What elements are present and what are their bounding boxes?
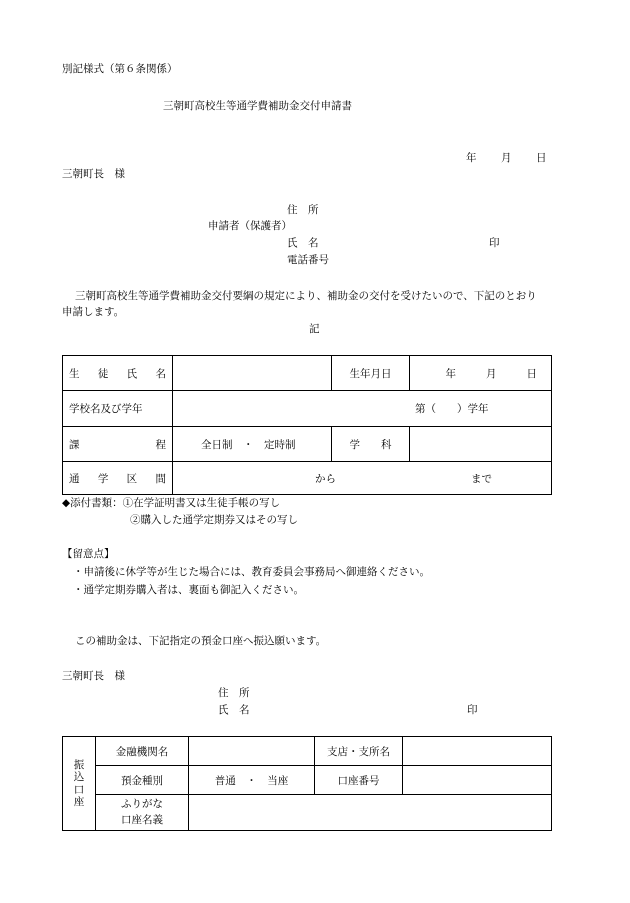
date-year-label: 年 [466, 152, 477, 164]
account-holder-field[interactable] [189, 795, 552, 831]
table-row [63, 356, 552, 391]
holder-label: 口座名義 [121, 813, 163, 826]
date-month-label: 月 [501, 152, 512, 164]
route-field[interactable] [173, 462, 552, 495]
body-paragraph-line1: 三朝町高校生等通学費補助金交付要綱の規定により、補助金の交付を受けたいので、下記のとおり [75, 290, 537, 302]
birth-day-label: 日 [526, 367, 537, 380]
applicant-address-label: 住 所 [287, 204, 319, 216]
attachments-line2: ②購入した通学定期券又はその写し [130, 514, 298, 526]
application-table [62, 355, 552, 495]
side-label-char: 座 [73, 795, 85, 808]
birth-month-label: 月 [486, 367, 497, 380]
route-from-label: から [315, 473, 336, 485]
side-label-char: 込 [73, 771, 85, 784]
school-label: 学校名及び学年 [63, 391, 173, 427]
account-type-options[interactable]: 普通 ・ 当座 [189, 766, 315, 795]
furigana-label: ふりがな [121, 798, 163, 811]
student-name-label [63, 356, 173, 391]
subject-label: 学 科 [332, 427, 410, 462]
form-label: 別記様式（第６条関係） [62, 63, 178, 75]
course-options: 全日制 ・ 定時制 [201, 438, 296, 451]
bank-name-field[interactable] [189, 737, 315, 766]
course-field[interactable] [173, 427, 332, 462]
route-label-char: 区 [126, 472, 138, 485]
transfer-addressee: 三朝町長 様 [62, 670, 125, 682]
applicant-phone-label: 電話番号 [287, 254, 329, 266]
attachments-line1: ◆添付書類：①在学証明書又は生徒手帳の写し [62, 497, 281, 509]
route-label [63, 462, 173, 495]
branch-label: 支店・支所名 [315, 737, 403, 766]
table-row [63, 766, 552, 795]
notes-item: ・通学定期券購入者は、裏面も御記入ください。 [73, 584, 304, 596]
school-field[interactable] [173, 391, 552, 427]
route-label-char: 学 [97, 472, 109, 485]
table-row [63, 427, 552, 462]
course-label-left: 課 [69, 438, 80, 451]
student-name-char: 名 [155, 367, 166, 380]
ki-mark: 記 [309, 323, 320, 335]
account-type-label: 預金種別 [96, 766, 189, 795]
grade-value: 第（ ）学年 [415, 403, 489, 415]
birthdate-label: 生年月日 [332, 356, 410, 391]
route-label-char: 通 [69, 472, 80, 485]
birthdate-field[interactable] [410, 356, 552, 391]
account-number-label: 口座番号 [315, 766, 403, 795]
transfer-account-side-label [63, 737, 96, 831]
course-label-right: 程 [155, 438, 166, 451]
table-row [63, 462, 552, 495]
notes-heading: 【留意点】 [62, 548, 115, 560]
table-row [63, 391, 552, 427]
student-name-char: 氏 [126, 367, 138, 380]
route-to-label: まで [471, 473, 492, 485]
applicant-seal-mark: 印 [489, 237, 500, 249]
table-row [63, 795, 552, 831]
student-name-char: 徒 [97, 367, 109, 380]
notes-item: ・申請後に休学等が生じた場合には、教育委員会事務局へ御連絡ください。 [73, 566, 430, 578]
account-number-field[interactable] [403, 766, 552, 795]
addressee: 三朝町長 様 [62, 168, 125, 180]
page-title: 三朝町高校生等通学費補助金交付申請書 [163, 100, 352, 112]
bank-name-label: 金融機関名 [96, 737, 189, 766]
bank-account-table [62, 736, 552, 831]
account-holder-label [96, 795, 189, 831]
date-day-label: 日 [536, 152, 547, 164]
student-name-char: 生 [69, 367, 80, 380]
course-label [63, 427, 173, 462]
branch-field[interactable] [403, 737, 552, 766]
side-label-char: 振 [73, 759, 85, 772]
transfer-address-label: 住 所 [218, 687, 250, 699]
side-label-char: 口 [73, 783, 85, 796]
birth-year-label: 年 [445, 367, 456, 380]
transfer-statement: この補助金は、下記指定の預金口座へ振込願います。 [75, 635, 327, 647]
applicant-name-label: 氏 名 [287, 237, 319, 249]
table-row [63, 737, 552, 766]
applicant-role-label: 申請者（保護者） [208, 220, 292, 232]
transfer-seal-mark: 印 [467, 704, 478, 716]
body-paragraph-line2: 申請します。 [62, 306, 125, 318]
student-name-field[interactable] [173, 356, 332, 391]
route-label-char: 間 [155, 472, 166, 485]
subject-field[interactable] [410, 427, 552, 462]
transfer-name-label: 氏 名 [218, 704, 250, 716]
